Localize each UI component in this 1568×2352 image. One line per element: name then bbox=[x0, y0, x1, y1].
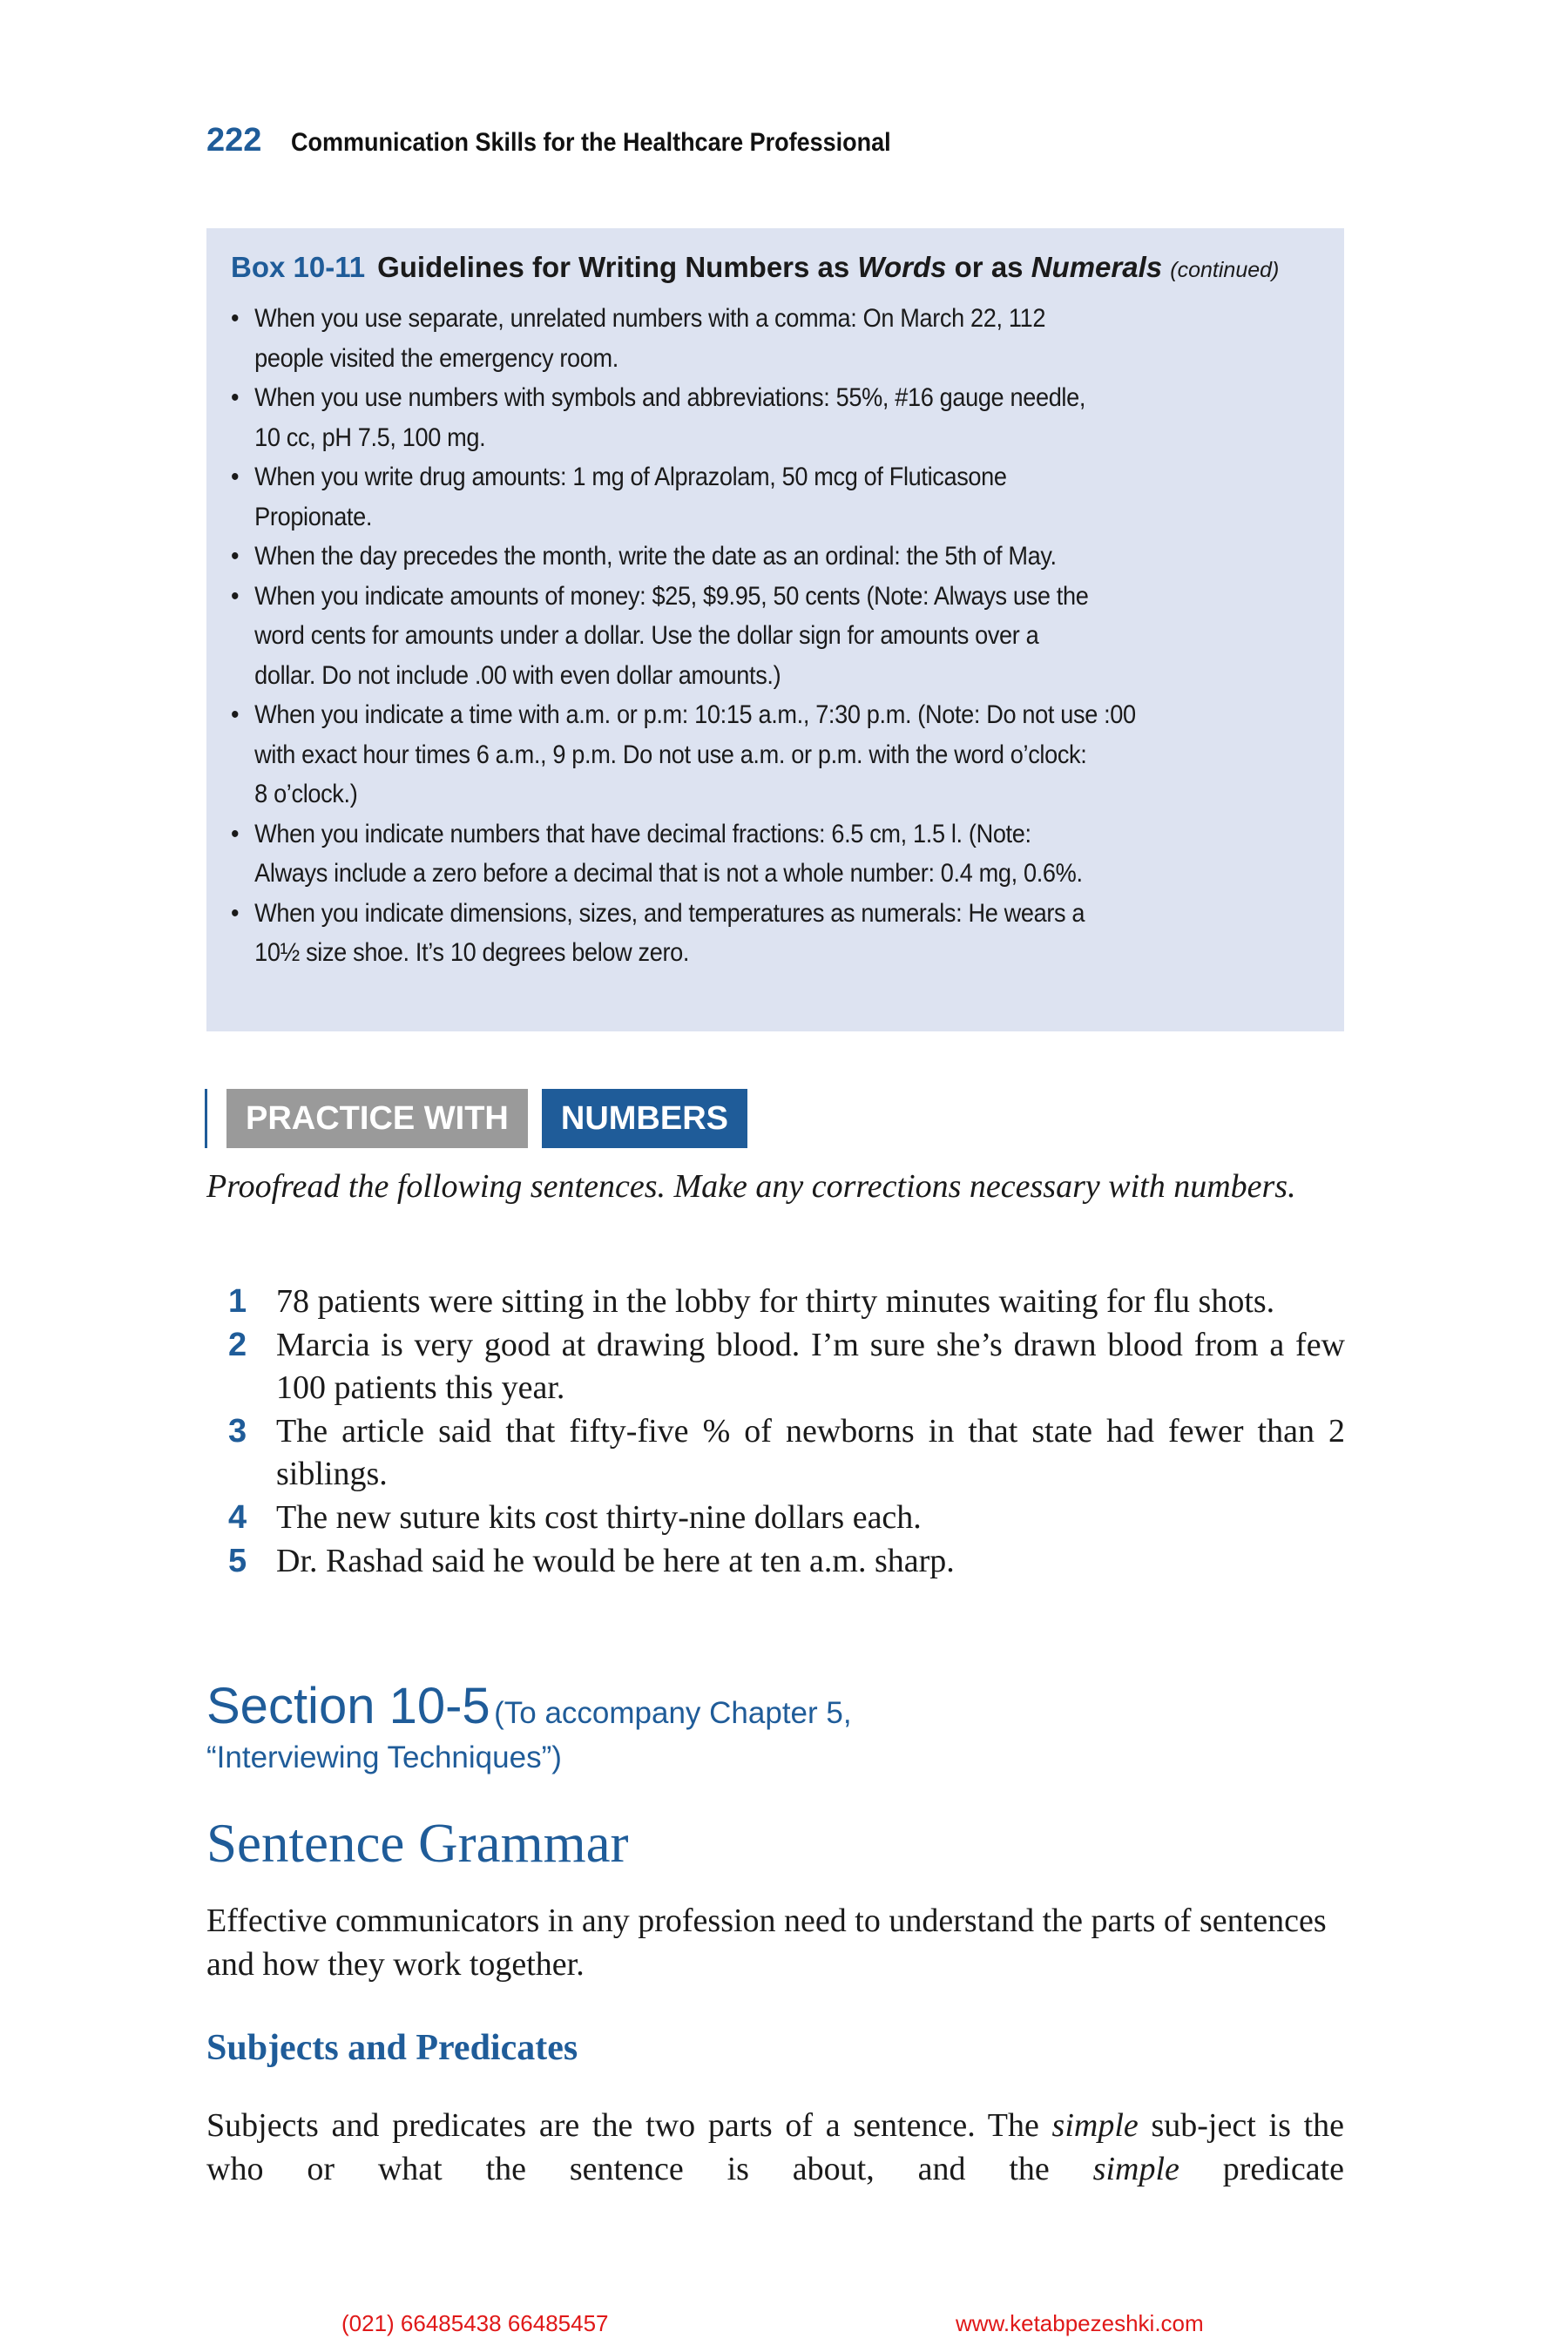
guideline-item bbox=[231, 814, 1240, 894]
box-label: Box 10-11 bbox=[231, 251, 366, 283]
para-emphasis: simple bbox=[1092, 2151, 1179, 2187]
practice-instructions: Proofread the following sentences. Make any corrections necessary with numbers. bbox=[206, 1168, 1296, 1205]
body-paragraph bbox=[206, 2104, 1344, 2191]
exercise-text: Marcia is very good at drawing blood. I’m sure she’s drawn blood from a few 100 patients this year. bbox=[276, 1327, 1345, 1406]
bullet-icon: • bbox=[231, 383, 240, 412]
bullet-icon: • bbox=[231, 304, 240, 333]
guideline-text: When you indicate numbers that have decimal fractions: 6.5 cm, 1.5 l. (Note: Always include a zero before a decimal that is not a whole number: 0.4 mg, 0.6%. bbox=[254, 819, 1083, 888]
bullet-icon: • bbox=[231, 542, 240, 571]
subheading: Subjects and Predicates bbox=[206, 2028, 578, 2068]
practice-label: PRACTICE WITH bbox=[226, 1089, 528, 1148]
box-title-word2: Numerals bbox=[1031, 251, 1163, 283]
box-title-word1: Words bbox=[857, 251, 947, 283]
guideline-text: When you use separate, unrelated numbers with a comma: On March 22, 112 people visited the emergency room. bbox=[254, 304, 1046, 373]
guidelines-list bbox=[231, 299, 1320, 973]
guideline-text: When you indicate dimensions, sizes, and temperatures as numerals: He wears a 10½ size shoe. It’s 10 degrees below zero. bbox=[254, 898, 1085, 967]
exercise-text: The new suture kits cost thirty-nine dollars each. bbox=[276, 1499, 922, 1536]
bullet-icon: • bbox=[231, 581, 240, 611]
para-emphasis: simple bbox=[1051, 2107, 1139, 2144]
guideline-item bbox=[231, 537, 1240, 577]
box-title-part2: or as bbox=[946, 251, 1031, 283]
section-title: Section 10-5 bbox=[206, 1678, 490, 1734]
running-head-title: Communication Skills for the Healthcare Professional bbox=[291, 128, 892, 157]
bullet-icon: • bbox=[231, 700, 240, 729]
section-subtitle-line1: (To accompany Chapter 5, bbox=[494, 1696, 852, 1730]
banner-rule bbox=[205, 1089, 207, 1148]
para-text: predicate bbox=[1179, 2151, 1345, 2187]
guideline-item bbox=[231, 457, 1240, 537]
guideline-text: When you write drug amounts: 1 mg of Alprazolam, 50 mcg of Fluticasone Propionate. bbox=[254, 463, 1007, 531]
guideline-item bbox=[231, 577, 1240, 696]
para-text: Subjects and predicates are the two parts of a sentence. The bbox=[206, 2107, 1052, 2144]
exercise-number: 2 bbox=[228, 1327, 247, 1363]
exercise-item bbox=[228, 1497, 1345, 1539]
exercise-item bbox=[228, 1324, 1345, 1409]
section-subtitle-line2: “Interviewing Techniques”) bbox=[206, 1740, 562, 1774]
bullet-icon: • bbox=[231, 819, 240, 848]
exercise-text: The article said that fifty-five % of newborns in that state had fewer than 2 siblings. bbox=[276, 1413, 1345, 1492]
guideline-item bbox=[231, 695, 1240, 814]
numbers-label: NUMBERS bbox=[542, 1089, 747, 1148]
exercise-list bbox=[228, 1281, 1345, 1584]
bullet-icon: • bbox=[231, 898, 240, 928]
exercise-text: Dr. Rashad said he would be here at ten a.m. sharp. bbox=[276, 1543, 955, 1579]
guideline-text: When you indicate amounts of money: $25, $9.95, 50 cents (Note: Always use the word cents for amounts under a dollar. Use the dollar sign for amounts over a dollar. Do not include .00 with even dollar amounts.) bbox=[254, 581, 1089, 690]
practice-banner bbox=[205, 1089, 747, 1148]
exercise-number: 4 bbox=[228, 1499, 247, 1536]
exercise-number: 5 bbox=[228, 1543, 247, 1579]
topic-title: Sentence Grammar bbox=[206, 1813, 629, 1874]
exercise-item bbox=[228, 1281, 1345, 1323]
exercise-text: 78 patients were sitting in the lobby for thirty minutes waiting for flu shots. bbox=[276, 1283, 1275, 1320]
box-title bbox=[231, 247, 1320, 290]
intro-paragraph: Effective communicators in any profession need to understand the parts of sentences and how they work together. bbox=[206, 1903, 1327, 1983]
footer-website: www.ketabpezeshki.com bbox=[956, 2310, 1204, 2336]
page-number: 222 bbox=[206, 122, 262, 159]
guideline-item bbox=[231, 378, 1240, 457]
footer-phone: (021) 66485438 66485457 bbox=[341, 2310, 609, 2336]
running-header bbox=[206, 122, 958, 159]
guideline-item bbox=[231, 894, 1240, 973]
exercise-number: 1 bbox=[228, 1283, 247, 1320]
section-heading bbox=[206, 1677, 1344, 1775]
exercise-item bbox=[228, 1540, 1345, 1583]
exercise-number: 3 bbox=[228, 1413, 247, 1450]
bullet-icon: • bbox=[231, 463, 240, 491]
guideline-text: When you indicate a time with a.m. or p.m: 10:15 a.m., 7:30 p.m. (Note: Do not use :00 with exact hour times 6 a.m., 9 p.m. Do not use a.m. or p.m. with the word o’clock: 8 o’clock.) bbox=[254, 700, 1136, 808]
guideline-text: When you use numbers with symbols and abbreviations: 55%, #16 gauge needle, 10 cc, pH 7.5, 100 mg. bbox=[254, 383, 1086, 452]
guideline-text: When the day precedes the month, write the date as an ordinal: the 5th of May. bbox=[254, 542, 1057, 571]
box-title-part1: Guidelines for Writing Numbers as bbox=[377, 251, 858, 283]
exercise-item bbox=[228, 1410, 1345, 1496]
para-text: sub-ject is the who or what the sentence is about, and the bbox=[206, 2107, 1345, 2187]
box-continued-note: (continued) bbox=[1170, 258, 1280, 282]
guideline-item bbox=[231, 299, 1240, 378]
guidelines-box bbox=[206, 228, 1344, 1031]
